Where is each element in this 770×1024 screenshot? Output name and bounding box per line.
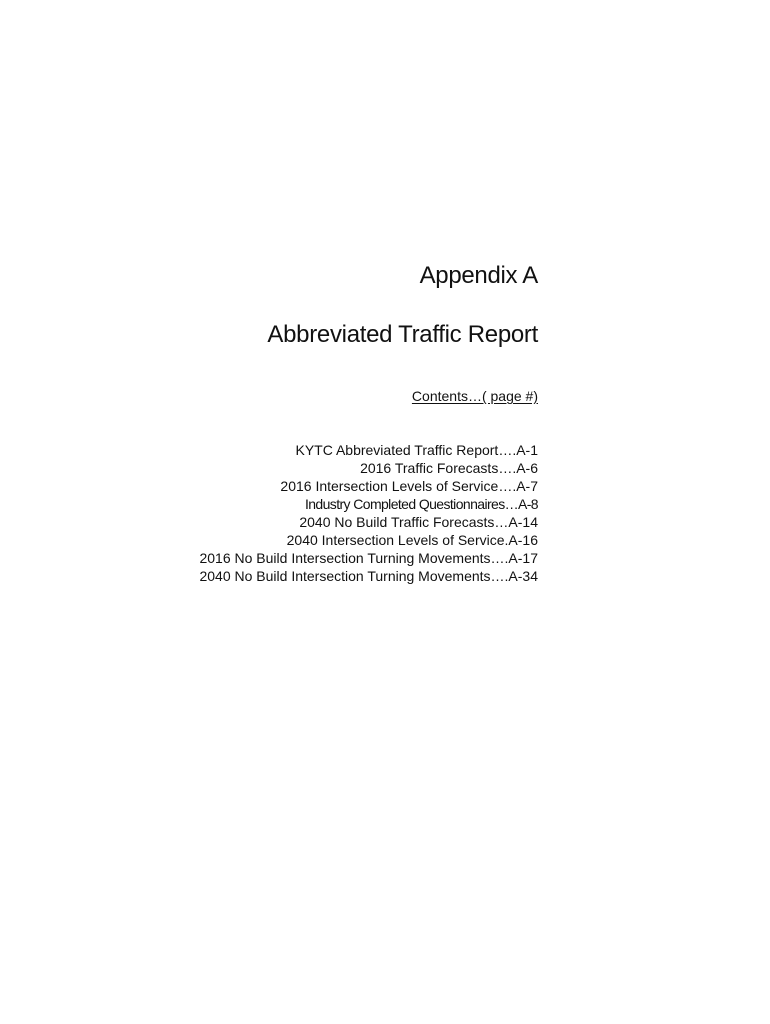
contents-entry: 2016 No Build Intersection Turning Movements….A-17 <box>199 550 538 566</box>
contents-header: Contents…( page #) <box>411 388 538 404</box>
appendix-title: Appendix A <box>419 262 538 289</box>
contents-entry: 2040 Intersection Levels of Service.A-16 <box>286 532 538 548</box>
report-title: Abbreviated Traffic Report <box>267 321 538 348</box>
table-of-contents <box>199 441 538 585</box>
contents-entry: KYTC Abbreviated Traffic Report….A-1 <box>295 442 538 458</box>
contents-entry: 2040 No Build Intersection Turning Movements….A-34 <box>199 568 538 584</box>
contents-entry: 2016 Traffic Forecasts….A-6 <box>360 460 538 476</box>
contents-entry: Industry Completed Questionnaires…A-8 <box>304 496 538 512</box>
contents-entry: 2040 No Build Traffic Forecasts…A-14 <box>299 514 538 530</box>
contents-entry: 2016 Intersection Levels of Service….A-7 <box>280 478 538 494</box>
